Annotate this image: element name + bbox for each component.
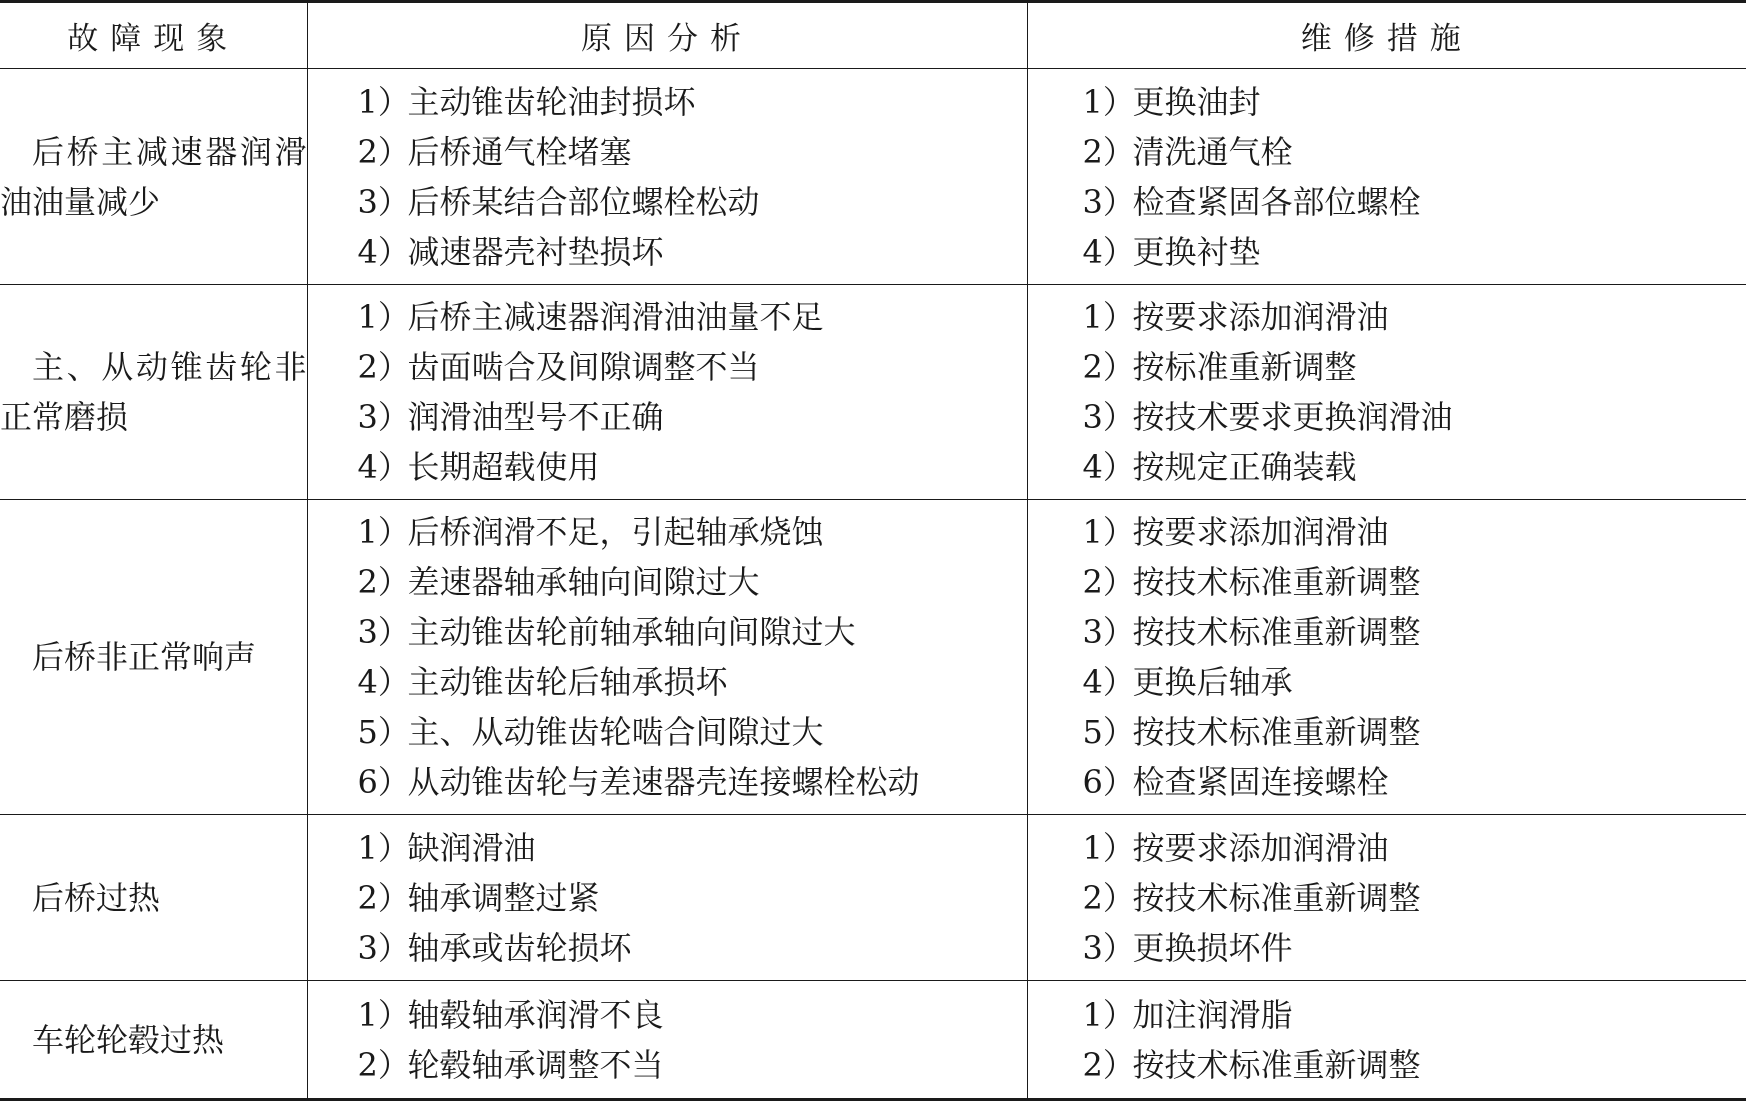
item-text: 缺润滑油 xyxy=(408,829,536,867)
fix-item xyxy=(1083,823,1746,873)
item-text: 检查紧固连接螺栓 xyxy=(1133,763,1389,801)
item-number: 1） xyxy=(1083,507,1133,557)
fault-cell xyxy=(0,981,307,1100)
item-text: 差速器轴承轴向间隙过大 xyxy=(408,563,760,601)
item-number: 1） xyxy=(1083,77,1133,127)
table-header xyxy=(0,2,1746,69)
item-number: 2） xyxy=(1083,873,1133,923)
fault-text: 主、从动锥齿轮非正常磨损 xyxy=(0,342,307,442)
item-text: 检查紧固各部位螺栓 xyxy=(1133,183,1421,221)
cause-cell xyxy=(307,981,1027,1100)
cause-cell xyxy=(307,500,1027,815)
item-text: 主动锥齿轮前轴承轴向间隙过大 xyxy=(408,613,856,651)
item-number: 1） xyxy=(358,990,408,1040)
item-number: 2） xyxy=(1083,342,1133,392)
item-number: 1） xyxy=(1083,990,1133,1040)
cause-list xyxy=(308,823,1027,973)
fault-text: 后桥过热 xyxy=(0,873,307,923)
fix-item xyxy=(1083,177,1746,227)
item-text: 轴承调整过紧 xyxy=(408,879,600,917)
cause-list xyxy=(308,507,1027,807)
item-number: 3） xyxy=(358,923,408,973)
header-row xyxy=(0,2,1746,69)
item-text: 主动锥齿轮后轴承损坏 xyxy=(408,663,728,701)
fix-list xyxy=(1028,990,1746,1090)
item-text: 主、从动锥齿轮啮合间隙过大 xyxy=(408,713,824,751)
cause-cell xyxy=(307,69,1027,285)
fix-item xyxy=(1083,292,1746,342)
item-number: 5） xyxy=(358,707,408,757)
fault-text: 后桥非正常响声 xyxy=(0,632,307,682)
cause-item xyxy=(358,823,1027,873)
fix-item xyxy=(1083,1040,1746,1090)
fix-item xyxy=(1083,607,1746,657)
item-text: 更换损坏件 xyxy=(1133,929,1293,967)
item-number: 1） xyxy=(358,823,408,873)
item-text: 按要求添加润滑油 xyxy=(1133,513,1389,551)
item-text: 齿面啮合及间隙调整不当 xyxy=(408,348,760,386)
item-number: 2） xyxy=(1083,1040,1133,1090)
fix-item xyxy=(1083,923,1746,973)
fault-text: 后桥主减速器润滑油油量减少 xyxy=(0,127,307,227)
item-number: 2） xyxy=(358,1040,408,1090)
fix-item xyxy=(1083,757,1746,807)
item-text: 主动锥齿轮油封损坏 xyxy=(408,83,696,121)
item-text: 按技术要求更换润滑油 xyxy=(1133,398,1453,436)
item-number: 4） xyxy=(1083,657,1133,707)
fix-list xyxy=(1028,507,1746,807)
cause-item xyxy=(358,557,1027,607)
cause-item xyxy=(358,657,1027,707)
fix-item xyxy=(1083,657,1746,707)
item-number: 1） xyxy=(1083,823,1133,873)
fix-item xyxy=(1083,507,1746,557)
fix-item xyxy=(1083,227,1746,277)
table-body xyxy=(0,69,1746,1100)
fix-item xyxy=(1083,873,1746,923)
cause-item xyxy=(358,707,1027,757)
item-text: 润滑油型号不正确 xyxy=(408,398,664,436)
cause-item xyxy=(358,923,1027,973)
item-text: 轴毂轴承润滑不良 xyxy=(408,996,664,1034)
item-number: 3） xyxy=(358,392,408,442)
cause-list xyxy=(308,990,1027,1090)
item-number: 2） xyxy=(358,557,408,607)
fix-item xyxy=(1083,77,1746,127)
item-text: 更换衬垫 xyxy=(1133,233,1261,271)
item-text: 更换后轴承 xyxy=(1133,663,1293,701)
cause-item xyxy=(358,177,1027,227)
fix-list xyxy=(1028,823,1746,973)
table-row xyxy=(0,69,1746,285)
item-number: 4） xyxy=(1083,227,1133,277)
item-number: 1） xyxy=(358,507,408,557)
item-text: 更换油封 xyxy=(1133,83,1261,121)
item-number: 6） xyxy=(358,757,408,807)
cause-list xyxy=(308,77,1027,277)
cause-cell xyxy=(307,285,1027,500)
cause-item xyxy=(358,757,1027,807)
cause-item xyxy=(358,990,1027,1040)
item-number: 4） xyxy=(358,657,408,707)
item-text: 长期超载使用 xyxy=(408,448,600,486)
table-row xyxy=(0,815,1746,981)
fix-item xyxy=(1083,392,1746,442)
item-text: 加注润滑脂 xyxy=(1133,996,1293,1034)
fix-item xyxy=(1083,990,1746,1040)
item-number: 2） xyxy=(358,342,408,392)
item-number: 5） xyxy=(1083,707,1133,757)
item-text: 轴承或齿轮损坏 xyxy=(408,929,632,967)
item-number: 4） xyxy=(358,227,408,277)
item-text: 按技术标准重新调整 xyxy=(1133,563,1421,601)
item-number: 3） xyxy=(1083,923,1133,973)
item-text: 从动锥齿轮与差速器壳连接螺栓松动 xyxy=(408,763,920,801)
fix-item xyxy=(1083,442,1746,492)
item-text: 按技术标准重新调整 xyxy=(1133,879,1421,917)
item-number: 3） xyxy=(1083,607,1133,657)
fault-cell xyxy=(0,285,307,500)
fault-cell xyxy=(0,69,307,285)
cause-item xyxy=(358,1040,1027,1090)
item-text: 清洗通气栓 xyxy=(1133,133,1293,171)
fix-list xyxy=(1028,77,1746,277)
fault-text: 车轮轮毂过热 xyxy=(0,1015,307,1065)
cause-item xyxy=(358,873,1027,923)
fix-list xyxy=(1028,292,1746,492)
table-row xyxy=(0,500,1746,815)
item-text: 按技术标准重新调整 xyxy=(1133,713,1421,751)
item-number: 1） xyxy=(358,77,408,127)
item-number: 3） xyxy=(1083,392,1133,442)
fault-cell xyxy=(0,500,307,815)
item-number: 2） xyxy=(358,873,408,923)
item-number: 3） xyxy=(358,177,408,227)
item-text: 按规定正确装载 xyxy=(1133,448,1357,486)
table-row xyxy=(0,981,1746,1100)
item-text: 按标准重新调整 xyxy=(1133,348,1357,386)
fix-cell xyxy=(1027,69,1746,285)
item-text: 按要求添加润滑油 xyxy=(1133,829,1389,867)
fix-cell xyxy=(1027,815,1746,981)
item-text: 后桥某结合部位螺栓松动 xyxy=(408,183,760,221)
cause-item xyxy=(358,392,1027,442)
fix-item xyxy=(1083,707,1746,757)
cause-item xyxy=(358,442,1027,492)
item-number: 1） xyxy=(358,292,408,342)
item-number: 3） xyxy=(1083,177,1133,227)
item-text: 后桥润滑不足，引起轴承烧蚀 xyxy=(408,513,824,551)
header-fix: 维修措施 xyxy=(1027,2,1746,69)
header-fault: 故障现象 xyxy=(0,2,307,69)
item-text: 轮毂轴承调整不当 xyxy=(408,1046,664,1084)
cause-list xyxy=(308,292,1027,492)
item-number: 1） xyxy=(1083,292,1133,342)
item-number: 6） xyxy=(1083,757,1133,807)
fix-item xyxy=(1083,342,1746,392)
item-text: 后桥主减速器润滑油油量不足 xyxy=(408,298,824,336)
fix-cell xyxy=(1027,285,1746,500)
fault-cell xyxy=(0,815,307,981)
fix-item xyxy=(1083,557,1746,607)
item-number: 3） xyxy=(358,607,408,657)
cause-item xyxy=(358,77,1027,127)
item-number: 4） xyxy=(358,442,408,492)
item-text: 按技术标准重新调整 xyxy=(1133,1046,1421,1084)
fix-cell xyxy=(1027,981,1746,1100)
cause-cell xyxy=(307,815,1027,981)
cause-item xyxy=(358,507,1027,557)
item-text: 按技术标准重新调整 xyxy=(1133,613,1421,651)
cause-item xyxy=(358,342,1027,392)
header-cause: 原因分析 xyxy=(307,2,1027,69)
item-text: 减速器壳衬垫损坏 xyxy=(408,233,664,271)
item-number: 2） xyxy=(1083,557,1133,607)
item-number: 2） xyxy=(358,127,408,177)
fix-cell xyxy=(1027,500,1746,815)
item-number: 2） xyxy=(1083,127,1133,177)
table-row xyxy=(0,285,1746,500)
cause-item xyxy=(358,127,1027,177)
cause-item xyxy=(358,607,1027,657)
cause-item xyxy=(358,227,1027,277)
cause-item xyxy=(358,292,1027,342)
item-text: 按要求添加润滑油 xyxy=(1133,298,1389,336)
item-number: 4） xyxy=(1083,442,1133,492)
fix-item xyxy=(1083,127,1746,177)
item-text: 后桥通气栓堵塞 xyxy=(408,133,632,171)
